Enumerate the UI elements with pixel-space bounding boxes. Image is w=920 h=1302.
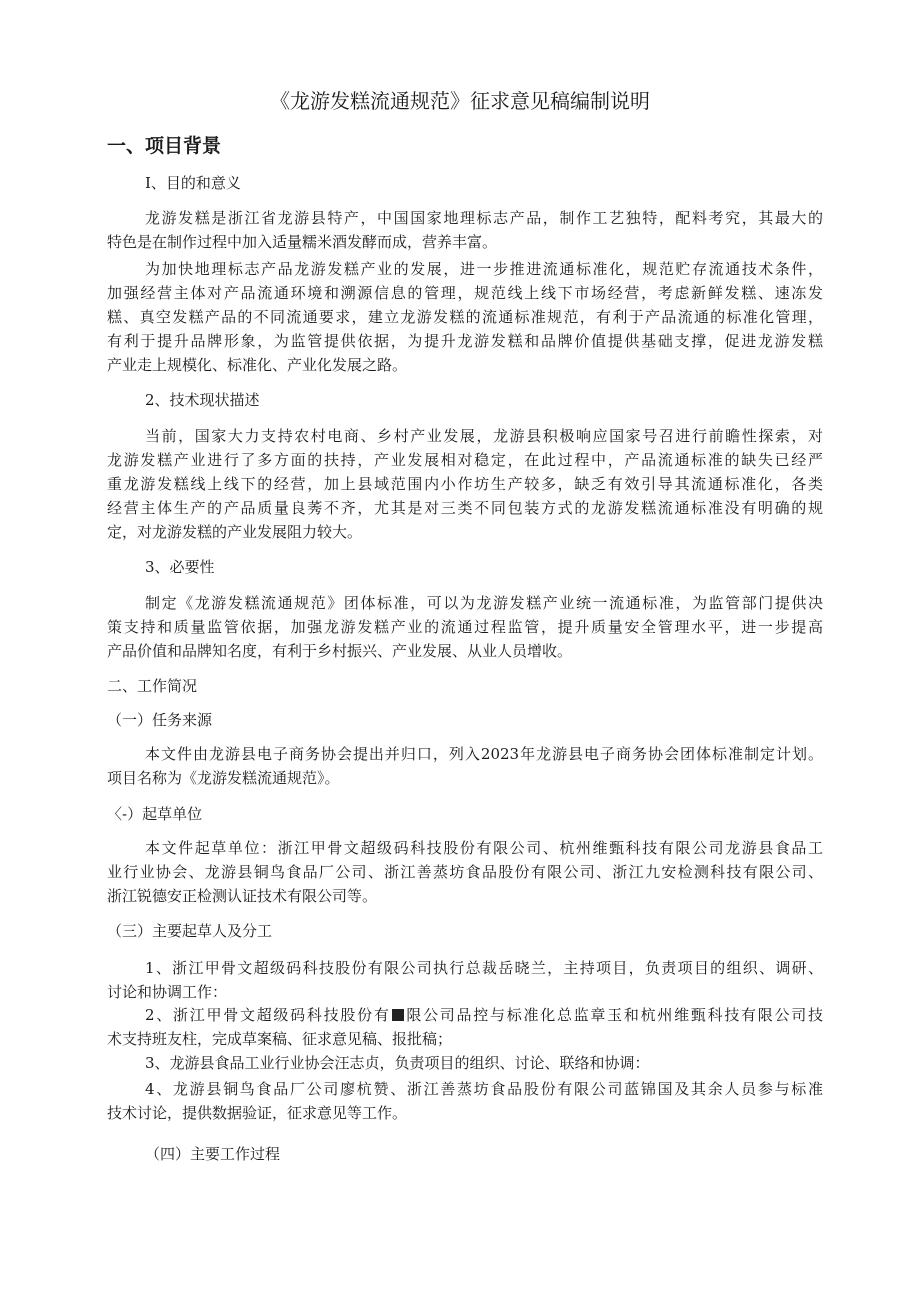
subheading-task-source: （一）任务来源: [107, 711, 213, 729]
paragraph-line: 讨论和协调工作：: [107, 983, 228, 1001]
paragraph-line: 策支持和质量监管依据，加强龙游发糕产业的流通过程监管，提升质量安全管理水平，进一步提高: [107, 618, 823, 636]
paragraph-line: 本文件起草单位：浙江甲骨文超级码科技股份有限公司、杭州维甄科技有限公司龙游县食品工: [145, 839, 823, 857]
section-heading-background: 一、项目背景: [107, 135, 222, 157]
text-segment: 限公司品控与标准化总监章玉和杭州维甄科技有限公司技: [404, 1006, 823, 1024]
paragraph-line: 项目名称为《龙游发糕流通规范》。: [107, 769, 340, 787]
paragraph-line: 3、龙游县食品工业行业协会汪志贞，负责项目的组织、讨论、联络和协调：: [145, 1054, 650, 1072]
paragraph-line: 重龙游发糕线上线下的经营，加上县域范围内小作坊生产较多，缺乏有效引导其流通标准化，各类: [107, 475, 823, 493]
paragraph-line: 本文件由龙游县电子商务协会提出并归口，列入2023年龙游县电子商务协会团体标准制定计划。: [145, 745, 823, 763]
paragraph-line: 定，对龙游发糕的产业发展阻力较大。: [107, 523, 363, 541]
paragraph-line: 龙游发糕是浙江省龙游县特产，中国国家地理标志产品，制作工艺独特，配料考究，其最大的: [145, 209, 823, 227]
paragraph-line: 经营主体生产的产品质量良莠不齐，尤其是对三类不同包装方式的龙游发糕流通标准没有明确的规: [107, 499, 823, 517]
paragraph-line: 特色是在制作过程中加入适量糯米酒发酵而成，营养丰富。: [107, 233, 498, 251]
paragraph-line: 有利于提升品牌形象，为监管提供依据，为提升龙游发糕和品牌价值提供基础支撑，促进龙游发糕: [107, 332, 823, 350]
subheading-necessity: 3、必要性: [145, 558, 215, 576]
subheading-purpose: I、目的和意义: [145, 174, 241, 192]
paragraph-line: 龙游发糕产业进行了多方面的扶持，产业发展相对稳定，在此过程中，产品流通标准的缺失已经严: [107, 451, 823, 469]
paragraph-line: 产业走上规模化、标准化、产业化发展之路。: [107, 356, 408, 374]
document-title: 《龙游发糕流通规范》征求意见稿编制说明: [270, 89, 650, 113]
subheading-work-process: （四）主要工作过程: [145, 1145, 281, 1163]
section-heading-work-overview: 二、工作简况: [107, 677, 198, 695]
paragraph-line: 当前，国家大力支持农村电商、乡村产业发展，龙游县积极响应国家号召进行前瞻性探索，对: [145, 427, 823, 445]
paragraph-line: [145, 1004, 823, 1026]
paragraph-line: 加强经营主体对产品流通环境和溯源信息的管理，规范线上线下市场经营，考虑新鲜发糕、速冻发: [107, 284, 823, 302]
subheading-tech-status: 2、技术现状描述: [145, 391, 260, 409]
paragraph-line: 1、浙江甲骨文超级码科技股份有限公司执行总裁岳晓兰，主持项目，负责项目的组织、调研、: [145, 959, 823, 977]
paragraph-line: 产品价值和品牌知名度，有利于乡村振兴、产业发展、从业人员增收。: [107, 642, 573, 660]
paragraph-line: 技术讨论，提供数据验证，征求意见等工作。: [107, 1104, 408, 1122]
paragraph-line: 浙江锐德安正检测认证技术有限公司等。: [107, 887, 378, 905]
paragraph-line: 业行业协会、龙游县铜鸟食品厂公司、浙江善蒸坊食品股份有限公司、浙江九安检测科技有限公司、: [107, 863, 823, 881]
paragraph-line: 术支持班友柱，完成草案稿、征求意见稿、报批稿；: [107, 1030, 453, 1048]
paragraph-line: 4、龙游县铜鸟食品厂公司廖杭赞、浙江善蒸坊食品股份有限公司蓝锦国及其余人员参与标准: [145, 1080, 823, 1098]
subheading-drafters: （三）主要起草人及分工: [107, 922, 273, 940]
subheading-drafting-unit: 〈-）起草单位: [107, 805, 203, 823]
redaction-block-icon: [392, 1009, 404, 1021]
paragraph-line: 糕、真空发糕产品的不同流通要求，建立龙游发糕的流通标准规范，有利于产品流通的标准化管理，: [107, 308, 823, 326]
text-segment: 2、浙江甲骨文超级码科技股份有: [145, 1006, 391, 1024]
paragraph-line: 为加快地理标志产品龙游发糕产业的发展，进一步推进流通标准化，规范贮存流通技术条件，: [145, 260, 823, 278]
paragraph-line: 制定《龙游发糕流通规范》团体标准，可以为龙游发糕产业统一流通标准，为监管部门提供决: [145, 594, 823, 612]
